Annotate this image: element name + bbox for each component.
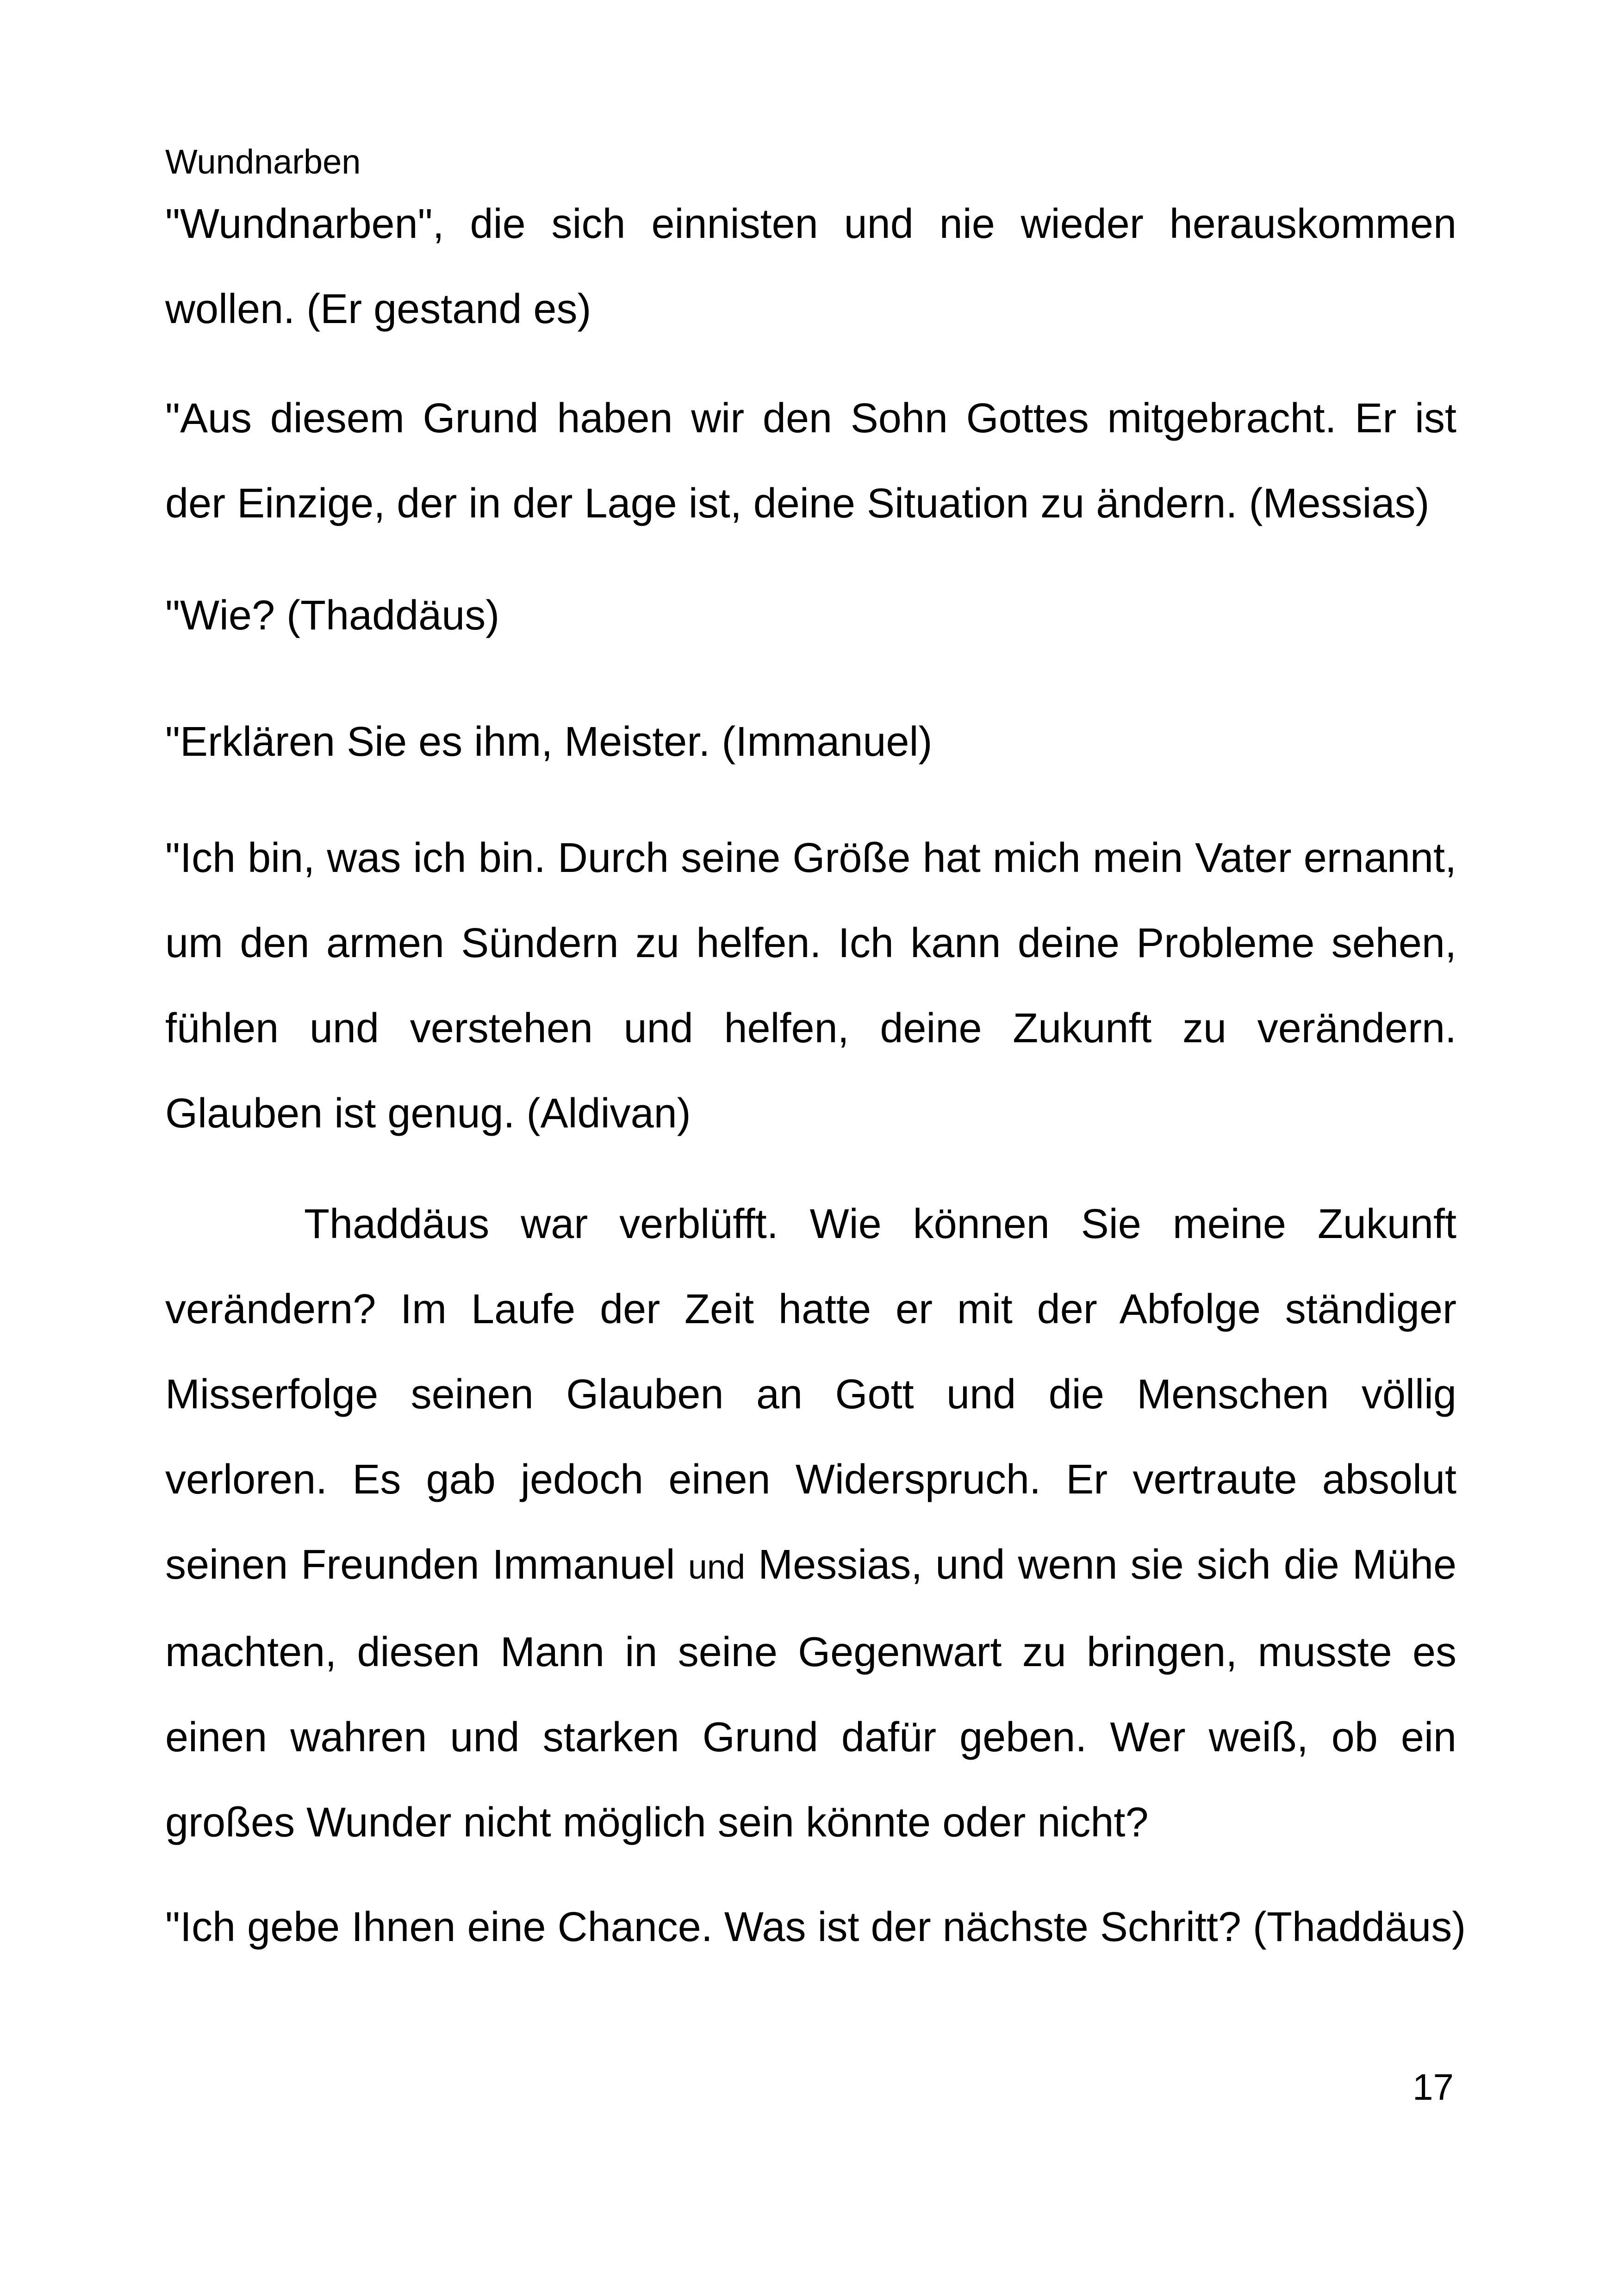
paragraph-7: "Ich gebe Ihnen eine Chance. Was ist der nächste Schritt? (Thaddäus) (165, 1904, 1466, 1950)
page-number: 17 (1413, 2066, 1454, 2108)
paragraph-6-part-2: Messias, und wenn sie sich die Mühe machten, diesen Mann in seine Gegenwart zu bringen, musste es einen wahren und starken Grund dafür geben. Wer weiß, ob ein großes Wunder nicht möglich sein könnte oder nicht? (165, 1542, 1456, 1846)
paragraph-2: "Aus diesem Grund haben wir den Sohn Gottes mitgebracht. Er ist der Einzige, der in der Lage ist, deine Situation zu ändern. (Messias) (165, 395, 1456, 527)
paragraph-4: "Erklären Sie es ihm, Meister. (Immanuel) (165, 719, 933, 765)
paragraph-6-small-word: und (688, 1548, 746, 1586)
paragraph-3: "Wie? (Thaddäus) (165, 592, 500, 639)
paragraph-6 (165, 1182, 1456, 1865)
paragraph-5: "Ich bin, was ich bin. Durch seine Größe hat mich mein Vater ernannt, um den armen Sündern zu helfen. Ich kann deine Probleme sehen, fühlen und verstehen und helfen, deine Zukunft zu verändern. Glauben ist genug. (Aldivan) (165, 835, 1456, 1137)
paragraph-1: "Wundnarben", die sich einnisten und nie wieder herauskommen wollen. (Er gestand es) (165, 201, 1456, 332)
paragraph-6-part-1: Thaddäus war verblüfft. Wie können Sie meine Zukunft verändern? Im Laufe der Zeit hatte er mit der Abfolge ständiger Misserfolge seinen Glauben an Gott und die Menschen völlig verloren. Es gab jedoch einen Widerspruch. Er vertraute absolut seinen Freunden Immanuel (165, 1201, 1456, 1588)
running-header: Wundnarben (165, 143, 361, 181)
